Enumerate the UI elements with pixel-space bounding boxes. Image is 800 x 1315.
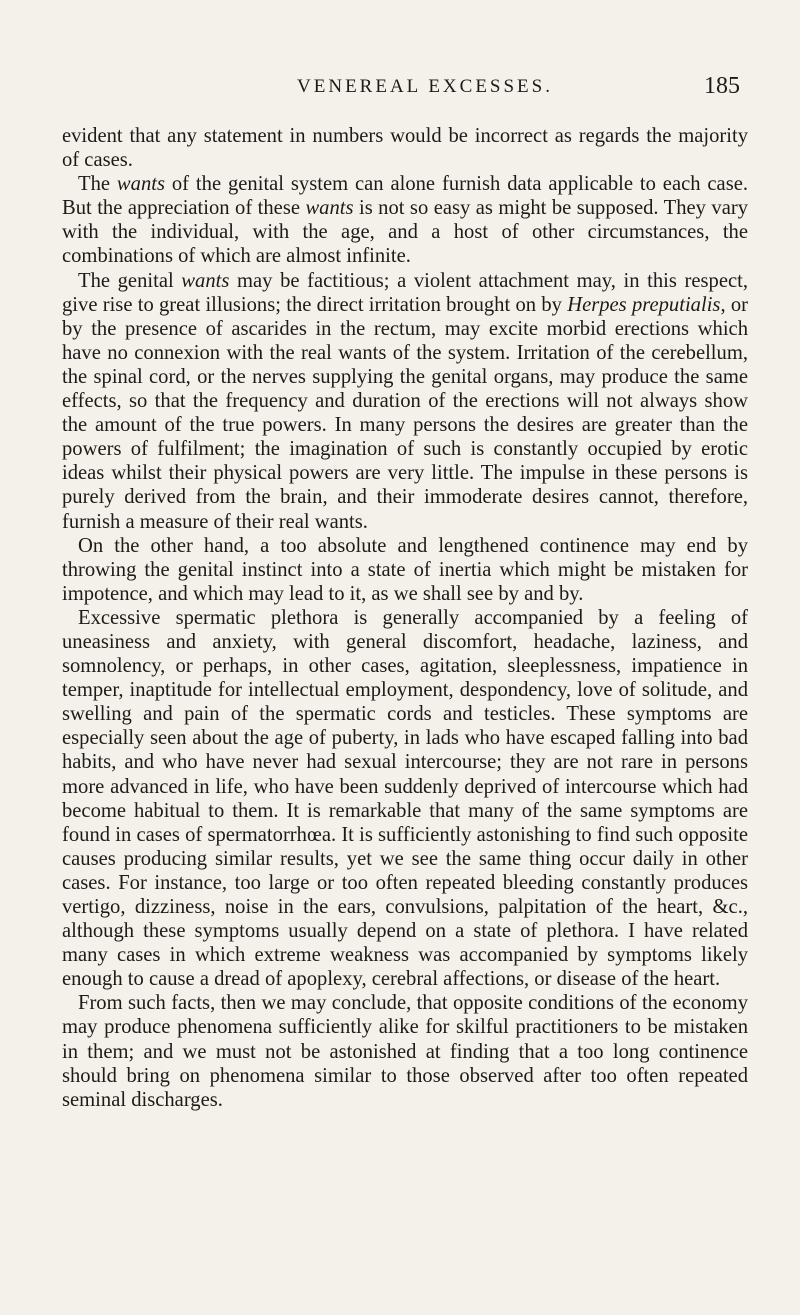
paragraph-6 xyxy=(62,991,748,1111)
paragraph-4 xyxy=(62,534,748,606)
paragraph-3-text-c: , or by the presence of ascarides in the rectum, may excite morbid erections which have no connexion with the real wants of the system. Irritation of the cerebellum, the spinal cord, or the nerves supplying the genital organs, may produce the same effects, so that the frequency and duration of the erections will not always show the amount of the true powers. In many persons the desires are greater than the powers of fulfilment; the imagination of such is constantly occupied by erotic ideas whilst their physical powers are very little. The impulse in these persons is purely derived from the brain, and their immoderate desires cannot, therefore, furnish a measure of their real wants. xyxy=(62,293,749,533)
paragraph-3-text-b: may be factitious; a violent attachment may, in this respect, give rise to great illusions; the direct irritation brought on by xyxy=(62,269,748,316)
paragraph-3-text-a: The genital xyxy=(78,269,182,292)
paragraph-2 xyxy=(62,172,748,268)
paragraph-6-text: From such facts, then we may conclude, that opposite conditions of the economy may produce phenomena sufficiently alike for skilful practitioners to be mistaken in them; and we must not be astonished at finding that a too long continence should bring on phenomena similar to those observed after too often repeated seminal discharges. xyxy=(62,992,748,1111)
paragraph-2-text-a: The xyxy=(78,173,117,196)
page-header xyxy=(62,73,748,106)
paragraph-1 xyxy=(62,124,748,172)
paragraph-5 xyxy=(62,606,748,992)
page-number: 185 xyxy=(704,73,740,99)
paragraph-3-italic-herpes: Herpes preputialis xyxy=(567,293,721,316)
paragraph-3-italic-wants: wants xyxy=(181,269,230,292)
paragraph-4-text: On the other hand, a too absolute and lengthened continence may end by throwing the genital instinct into a state of inertia which might be mistaken for impotence, and which may lead to it, as we shall see by and by. xyxy=(62,534,748,605)
paragraph-5-text: Excessive spermatic plethora is generally accompanied by a feeling of uneasiness and anxiety, with general discomfort, headache, laziness, and somnolency, or perhaps, in other cases, agitation, sleeplessness, impatience in temper, inaptitude for intellectual employment, despondency, love of solitude, and swelling and pain of the spermatic cords and testicles. These symptoms are especially seen about the age of puberty, in lads who have escaped falling into bad habits, and who have never had sexual intercourse; they are not rare in persons more advanced in life, who have been suddenly deprived of intercourse which had become habitual to them. It is remarkable that many of the same symptoms are found in cases of spermatorrhœa. It is sufficiently astonishing to find such opposite causes producing similar results, yet we see the same thing occur daily in other cases. For instance, too large or too often repeated bleeding constantly produces vertigo, dizziness, noise in the ears, convulsions, palpitation of the heart, &c., although these symptoms usually depend on a state of plethora. I have related many cases in which extreme weakness was accompanied by symptoms likely enough to cause a dread of apoplexy, cerebral affections, or disease of the heart. xyxy=(62,606,748,991)
paragraph-2-text-b: of the genital system can alone furnish data applicable to each case. But the appreciation of these xyxy=(62,173,748,220)
paragraph-3 xyxy=(62,269,748,534)
paragraph-2-italic-wants-b: wants xyxy=(305,197,354,220)
paragraph-1-text: evident that any statement in numbers would be incorrect as regards the majority of cases. xyxy=(62,125,748,172)
paragraph-2-italic-wants-a: wants xyxy=(116,173,165,196)
body-text xyxy=(62,124,748,1112)
paragraph-2-text-c: is not so easy as might be supposed. They vary with the individual, with the age, and a host of other circumstances, the combinations of which are almost infinite. xyxy=(62,197,748,268)
running-head: VENEREAL EXCESSES. xyxy=(297,76,553,97)
